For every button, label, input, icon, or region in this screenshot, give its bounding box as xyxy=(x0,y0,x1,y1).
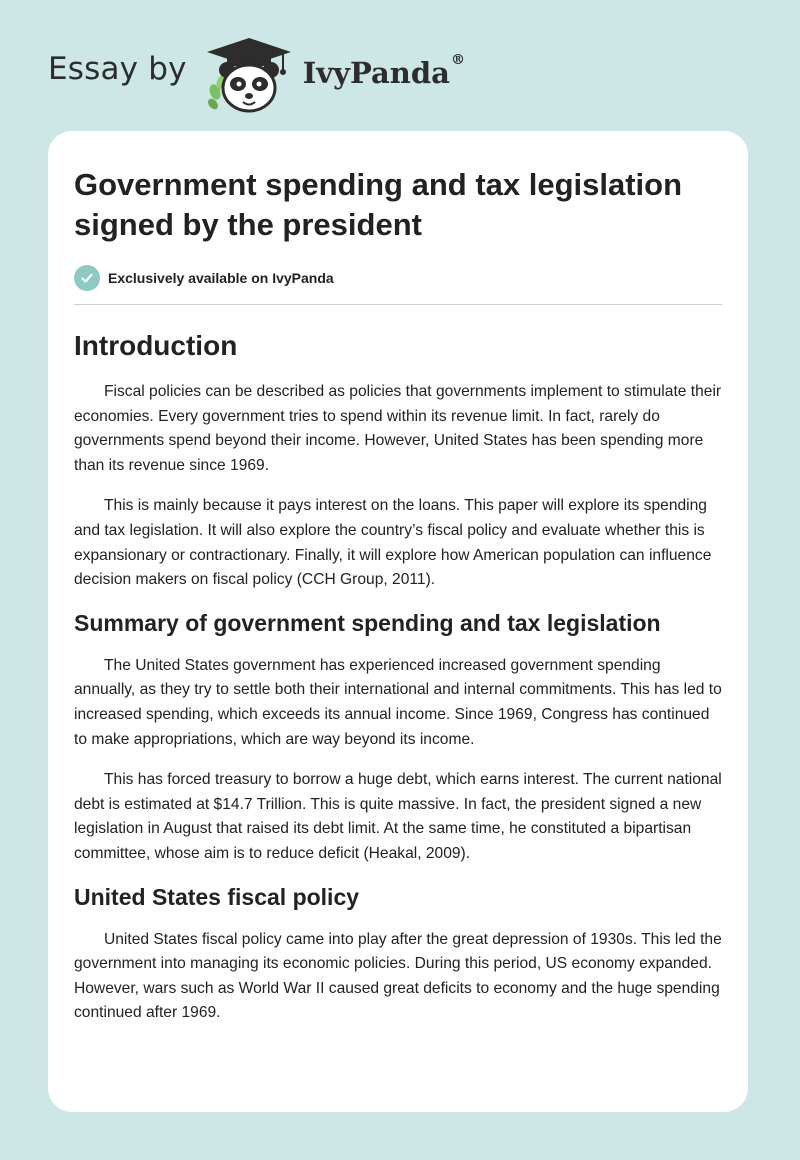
essay-by-label: Essay by xyxy=(48,51,187,87)
paragraph: The United States government has experienced increased government spending annually, as they try to settle both their international and internal commitments. This has led to increased spending, which exceeds its annual income. Since 1969, Congress has continued to make appropriations, which are way beyond its income. xyxy=(74,656,722,748)
page-title: Government spending and tax legislation signed by the president xyxy=(74,167,683,242)
paragraph: Fiscal policies can be described as policies that governments implement to stimulate their economies. Every government tries to spend within its revenue limit. In fact, rarely do governments spend beyond their income. However, United States has been spending more than its revenue since 1969. xyxy=(74,383,722,474)
check-circle-icon xyxy=(74,265,100,291)
paragraph: This has forced treasury to borrow a huge debt, which earns interest. The current national debt is estimated at $14.7 Trillion. This is quite massive. In fact, the president signed a new legislation in August that raised its debt limit. At the same time, he constituted a bipartisan committee, whose aim is to reduce deficit (Heakal, 2009). xyxy=(74,771,722,862)
exclusive-badge xyxy=(74,265,722,291)
paragraph: This is mainly because it pays interest on the loans. This paper will explore its spending and tax legislation. It will also explore the country’s fiscal policy and evaluate whether this is expansionary or contractionary. Finally, it will explore how American population can influence decision makers on fiscal policy (CCH Group, 2011). xyxy=(74,497,712,589)
exclusive-label: Exclusively available on IvyPanda xyxy=(108,270,334,286)
divider xyxy=(74,304,722,305)
essay-card xyxy=(48,131,748,1112)
section-heading-fiscal-policy: United States fiscal policy xyxy=(74,883,360,910)
registered-mark: ® xyxy=(450,52,465,68)
section-heading-introduction: Introduction xyxy=(74,330,238,361)
site-header xyxy=(48,34,508,114)
section-heading-summary: Summary of government spending and tax legislation xyxy=(74,609,661,636)
brand-name[interactable]: IvyPanda® xyxy=(302,52,465,90)
panda-logo-icon[interactable] xyxy=(201,34,297,114)
paragraph: United States fiscal policy came into play after the great depression of 1930s. This led the government into managing its economic policies. During this period, US economy expanded. However, wars such as World War II caused great deficits to economy and the huge spending continued after 1969. xyxy=(74,930,722,1022)
